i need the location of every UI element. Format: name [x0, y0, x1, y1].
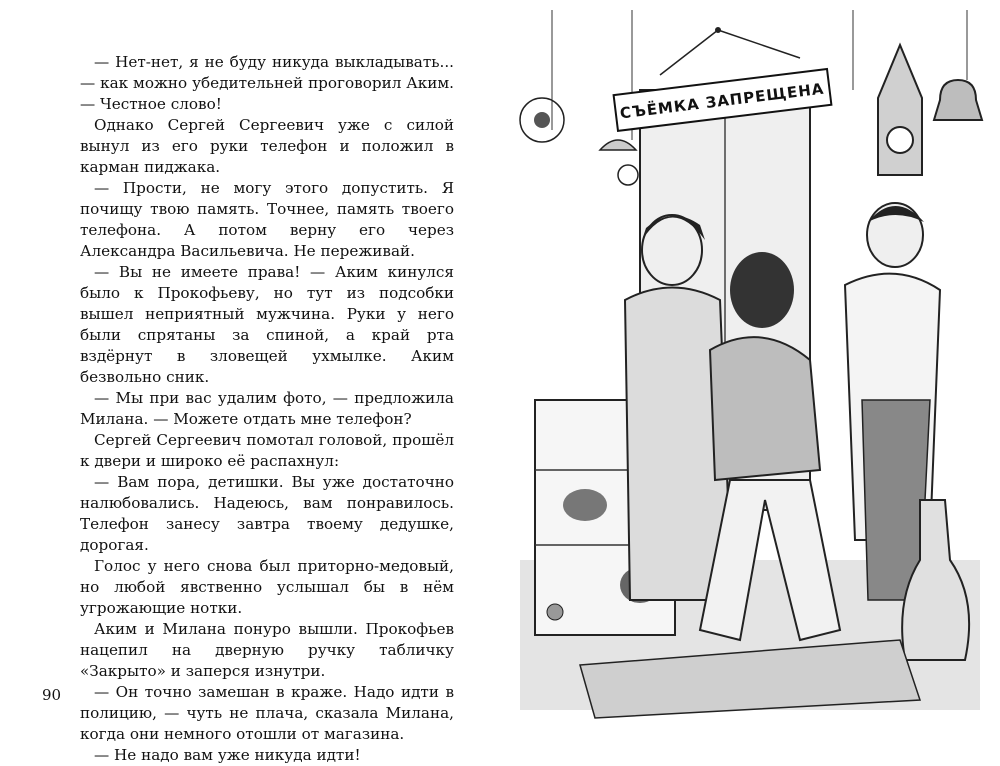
sign-wire	[718, 30, 800, 58]
flower-center	[534, 112, 550, 128]
paragraph: Сергей Сергеевич помотал головой, прошёл к двери и широко её распахнул:	[80, 431, 454, 470]
paragraph: Голос у него снова был приторно-медовый, но любой явственно услышал бы в нём угрожающие нотки.	[80, 557, 454, 617]
paragraph: Аким и Милана понуро вышли. Прокофьев нацепил на дверную ручку табличку «Закрыто» и заперся изнутри.	[80, 620, 454, 680]
sign-nail	[715, 27, 721, 33]
paragraph: — Прости, не могу этого допустить. Я почищу твою память. Точнее, память твоего телефона. А потом верну его через Александра Васильевича. Не переживай.	[80, 179, 454, 260]
paragraph: — Вы не имеете права! — Аким кинулся было к Прокофьеву, но тут из подсобки вышел неприятный мужчина. Руки у него были спрятаны за спиной, а край рта вздёрнут в зловещей ухмылке. Аким безвольно сник.	[80, 263, 454, 386]
page-number: 90	[42, 686, 62, 704]
right-page	[500, 0, 1000, 724]
boy-curly-hair	[730, 252, 794, 328]
paragraph: — Нет-нет, я не буду никуда выкладывать... — как можно убедительней проговорил Аким. — Честное слово!	[80, 53, 454, 113]
cuckoo-clock	[878, 45, 922, 175]
cabinet-item	[563, 489, 607, 521]
bell-icon	[934, 80, 982, 120]
body-text	[80, 52, 454, 766]
paragraph: — Не надо вам уже никуда идти!	[94, 746, 361, 764]
left-page	[0, 0, 500, 764]
shop-scene-illustration	[500, 0, 1000, 724]
paragraph: — Мы при вас удалим фото, — предложила Милана. — Можете отдать мне телефон?	[80, 389, 454, 428]
paragraph: — Вам пора, детишки. Вы уже достаточно налюбовались. Надеюсь, вам понравилось. Телефон занесу завтра твоему дедушке, дорогая.	[80, 473, 454, 554]
paragraph: Однако Сергей Сергеевич уже с силой вынул из его руки телефон и положил в карман пиджака.	[80, 116, 454, 176]
pocket-watch-icon	[618, 165, 638, 185]
paragraph: — Он точно замешан в краже. Надо идти в полицию, — чуть не плача, сказала Милана, когда они немного отошли от магазина.	[80, 683, 454, 743]
cabinet-wheel	[547, 604, 563, 620]
sign-wire	[660, 30, 718, 75]
boy-checked-jacket	[710, 337, 820, 480]
sign-label: СЪЁМКА ЗАПРЕЩЕНА	[618, 79, 826, 123]
lamp-icon	[600, 140, 636, 150]
clock-icon	[887, 127, 913, 153]
